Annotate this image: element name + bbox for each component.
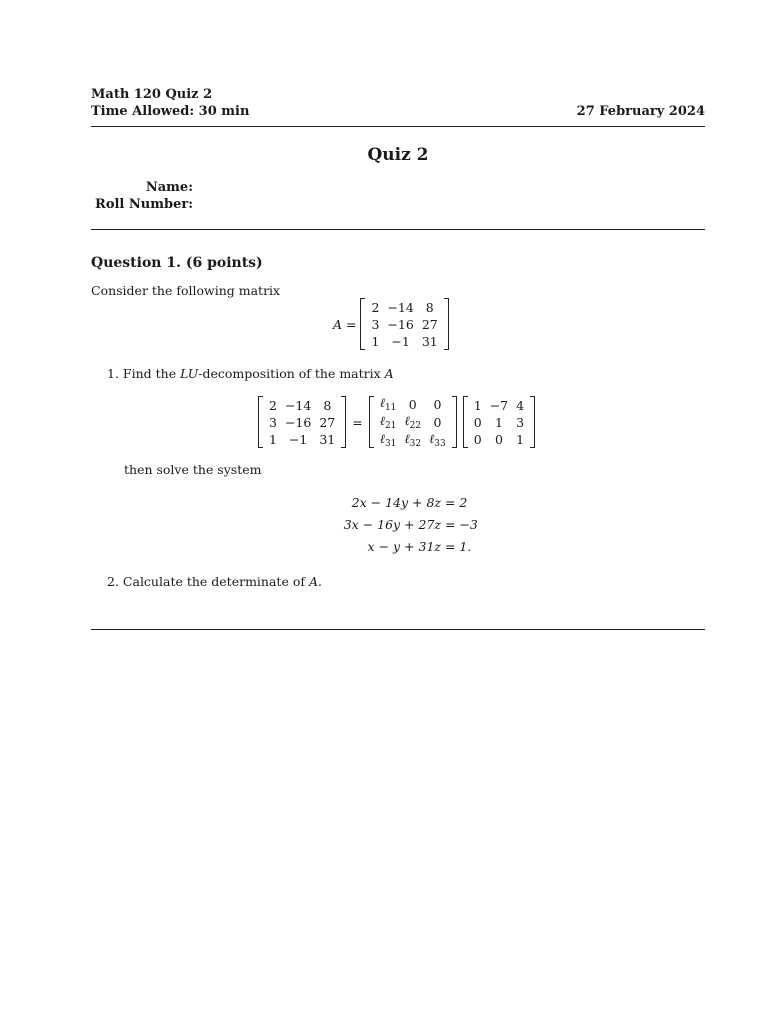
header-rule bbox=[91, 126, 705, 127]
item-1-number: 1. bbox=[107, 366, 119, 381]
question-intro: Consider the following matrix bbox=[91, 283, 281, 298]
u-cell: 0 bbox=[494, 431, 503, 447]
right-bracket bbox=[530, 396, 535, 448]
u-cell: 0 bbox=[473, 414, 482, 430]
matrix-cell: −1 bbox=[391, 333, 410, 349]
matrix-u bbox=[463, 396, 535, 448]
item-1 bbox=[107, 366, 394, 381]
matrix-cell: 3 bbox=[371, 316, 380, 332]
matrix-a-table bbox=[265, 397, 339, 448]
item-2-text: Calculate the determinate of bbox=[122, 574, 309, 589]
matrix-cell: −14 bbox=[284, 397, 312, 413]
footer-rule bbox=[91, 629, 705, 630]
equals-sign: = bbox=[352, 414, 363, 430]
left-bracket bbox=[360, 298, 365, 350]
u-cell: 3 bbox=[516, 414, 525, 430]
matrix-cell: 27 bbox=[319, 414, 336, 430]
l-cell: 0 bbox=[408, 396, 417, 412]
name-label: Name: bbox=[145, 180, 193, 195]
left-bracket bbox=[463, 396, 468, 448]
roll-number-label: Roll Number: bbox=[95, 197, 193, 212]
l-cell: 0 bbox=[433, 414, 442, 430]
system-equation bbox=[331, 491, 478, 513]
then-text: then solve the system bbox=[124, 462, 262, 477]
system-equation bbox=[331, 513, 478, 535]
matrix-cell: −16 bbox=[284, 414, 312, 430]
subscript-index: 31 bbox=[384, 439, 397, 449]
matrix-a-display bbox=[333, 298, 449, 350]
matrix-a-table bbox=[367, 299, 441, 350]
item-2-number: 2. bbox=[107, 574, 119, 589]
header bbox=[91, 86, 705, 120]
matrix-cell: 3 bbox=[269, 414, 277, 430]
item-1-a: A bbox=[384, 366, 394, 381]
subscript-index: 11 bbox=[384, 403, 397, 413]
matrix-a-label: A = bbox=[333, 316, 357, 332]
l-cell: ℓ$_{22}$ bbox=[404, 413, 422, 431]
u-cell: 1 bbox=[494, 414, 503, 430]
matrix-cell: 1 bbox=[371, 333, 380, 349]
matrix-l bbox=[369, 395, 457, 449]
right-bracket bbox=[452, 396, 457, 448]
matrix-cell: 31 bbox=[319, 431, 336, 447]
matrix-cell: 31 bbox=[421, 333, 438, 349]
item-1-text-b: -decomposition of the matrix bbox=[198, 366, 385, 381]
matrix-l-table bbox=[376, 395, 450, 449]
matrix-cell: 2 bbox=[269, 397, 277, 413]
student-fields bbox=[91, 179, 193, 213]
equation-lhs: 2x − 14y + 8z bbox=[351, 494, 441, 510]
matrix-u-table bbox=[470, 397, 528, 448]
item-2 bbox=[107, 574, 322, 589]
lu-equation bbox=[258, 395, 535, 449]
l-cell: ℓ$_{11}$ bbox=[379, 395, 397, 413]
subscript-index: 32 bbox=[409, 439, 422, 449]
subscript-index: 33 bbox=[434, 439, 446, 449]
linear-system bbox=[331, 491, 478, 557]
equation-rhs: = −3 bbox=[444, 516, 478, 532]
l-cell: ℓ$_{21}$ bbox=[379, 413, 397, 431]
matrix-cell: 27 bbox=[421, 316, 438, 332]
equation-lhs: 3x − 16y + 27z bbox=[343, 516, 441, 532]
equation-rhs: = 2 bbox=[444, 494, 468, 510]
left-bracket bbox=[369, 396, 374, 448]
item-1-lu: LU bbox=[180, 366, 199, 381]
u-cell: 0 bbox=[473, 431, 482, 447]
right-bracket bbox=[444, 298, 449, 350]
matrix-a bbox=[360, 298, 448, 350]
matrix-cell: 8 bbox=[323, 397, 332, 413]
system-equation bbox=[331, 535, 478, 557]
left-bracket bbox=[258, 396, 263, 448]
matrix-cell: 8 bbox=[425, 299, 434, 315]
matrix-cell: −14 bbox=[387, 299, 414, 315]
fields-rule bbox=[91, 229, 705, 230]
u-cell: −7 bbox=[489, 397, 509, 413]
equation-rhs: = 1. bbox=[444, 538, 472, 554]
item-1-text-a: Find the bbox=[122, 366, 181, 381]
matrix-cell: 2 bbox=[371, 299, 380, 315]
right-bracket bbox=[341, 396, 346, 448]
item-2-a: A. bbox=[308, 574, 322, 589]
equation-lhs: x − y + 31z bbox=[367, 538, 441, 554]
matrix-a-lu bbox=[258, 396, 346, 448]
course-title: Math 120 Quiz 2 bbox=[91, 87, 213, 102]
l-cell: ℓ$_{32}$ bbox=[404, 431, 422, 449]
matrix-cell: 1 bbox=[269, 431, 277, 447]
quiz-page bbox=[91, 86, 705, 589]
subscript-index: 22 bbox=[409, 421, 422, 431]
matrix-cell: −1 bbox=[288, 431, 308, 447]
matrix-cell: −16 bbox=[387, 316, 414, 332]
quiz-date: 27 February 2024 bbox=[576, 104, 705, 119]
l-cell: 0 bbox=[433, 396, 442, 412]
page-title: Quiz 2 bbox=[367, 145, 429, 165]
l-cell: ℓ$_{31}$ bbox=[379, 431, 397, 449]
u-cell: 1 bbox=[473, 397, 482, 413]
question-heading: Question 1. (6 points) bbox=[91, 255, 263, 271]
subscript-index: 21 bbox=[384, 421, 397, 431]
u-cell: 1 bbox=[516, 431, 525, 447]
u-cell: 4 bbox=[516, 397, 525, 413]
time-allowed: Time Allowed: 30 min bbox=[91, 104, 250, 119]
l-cell: ℓ$_{33}$ bbox=[429, 431, 446, 449]
